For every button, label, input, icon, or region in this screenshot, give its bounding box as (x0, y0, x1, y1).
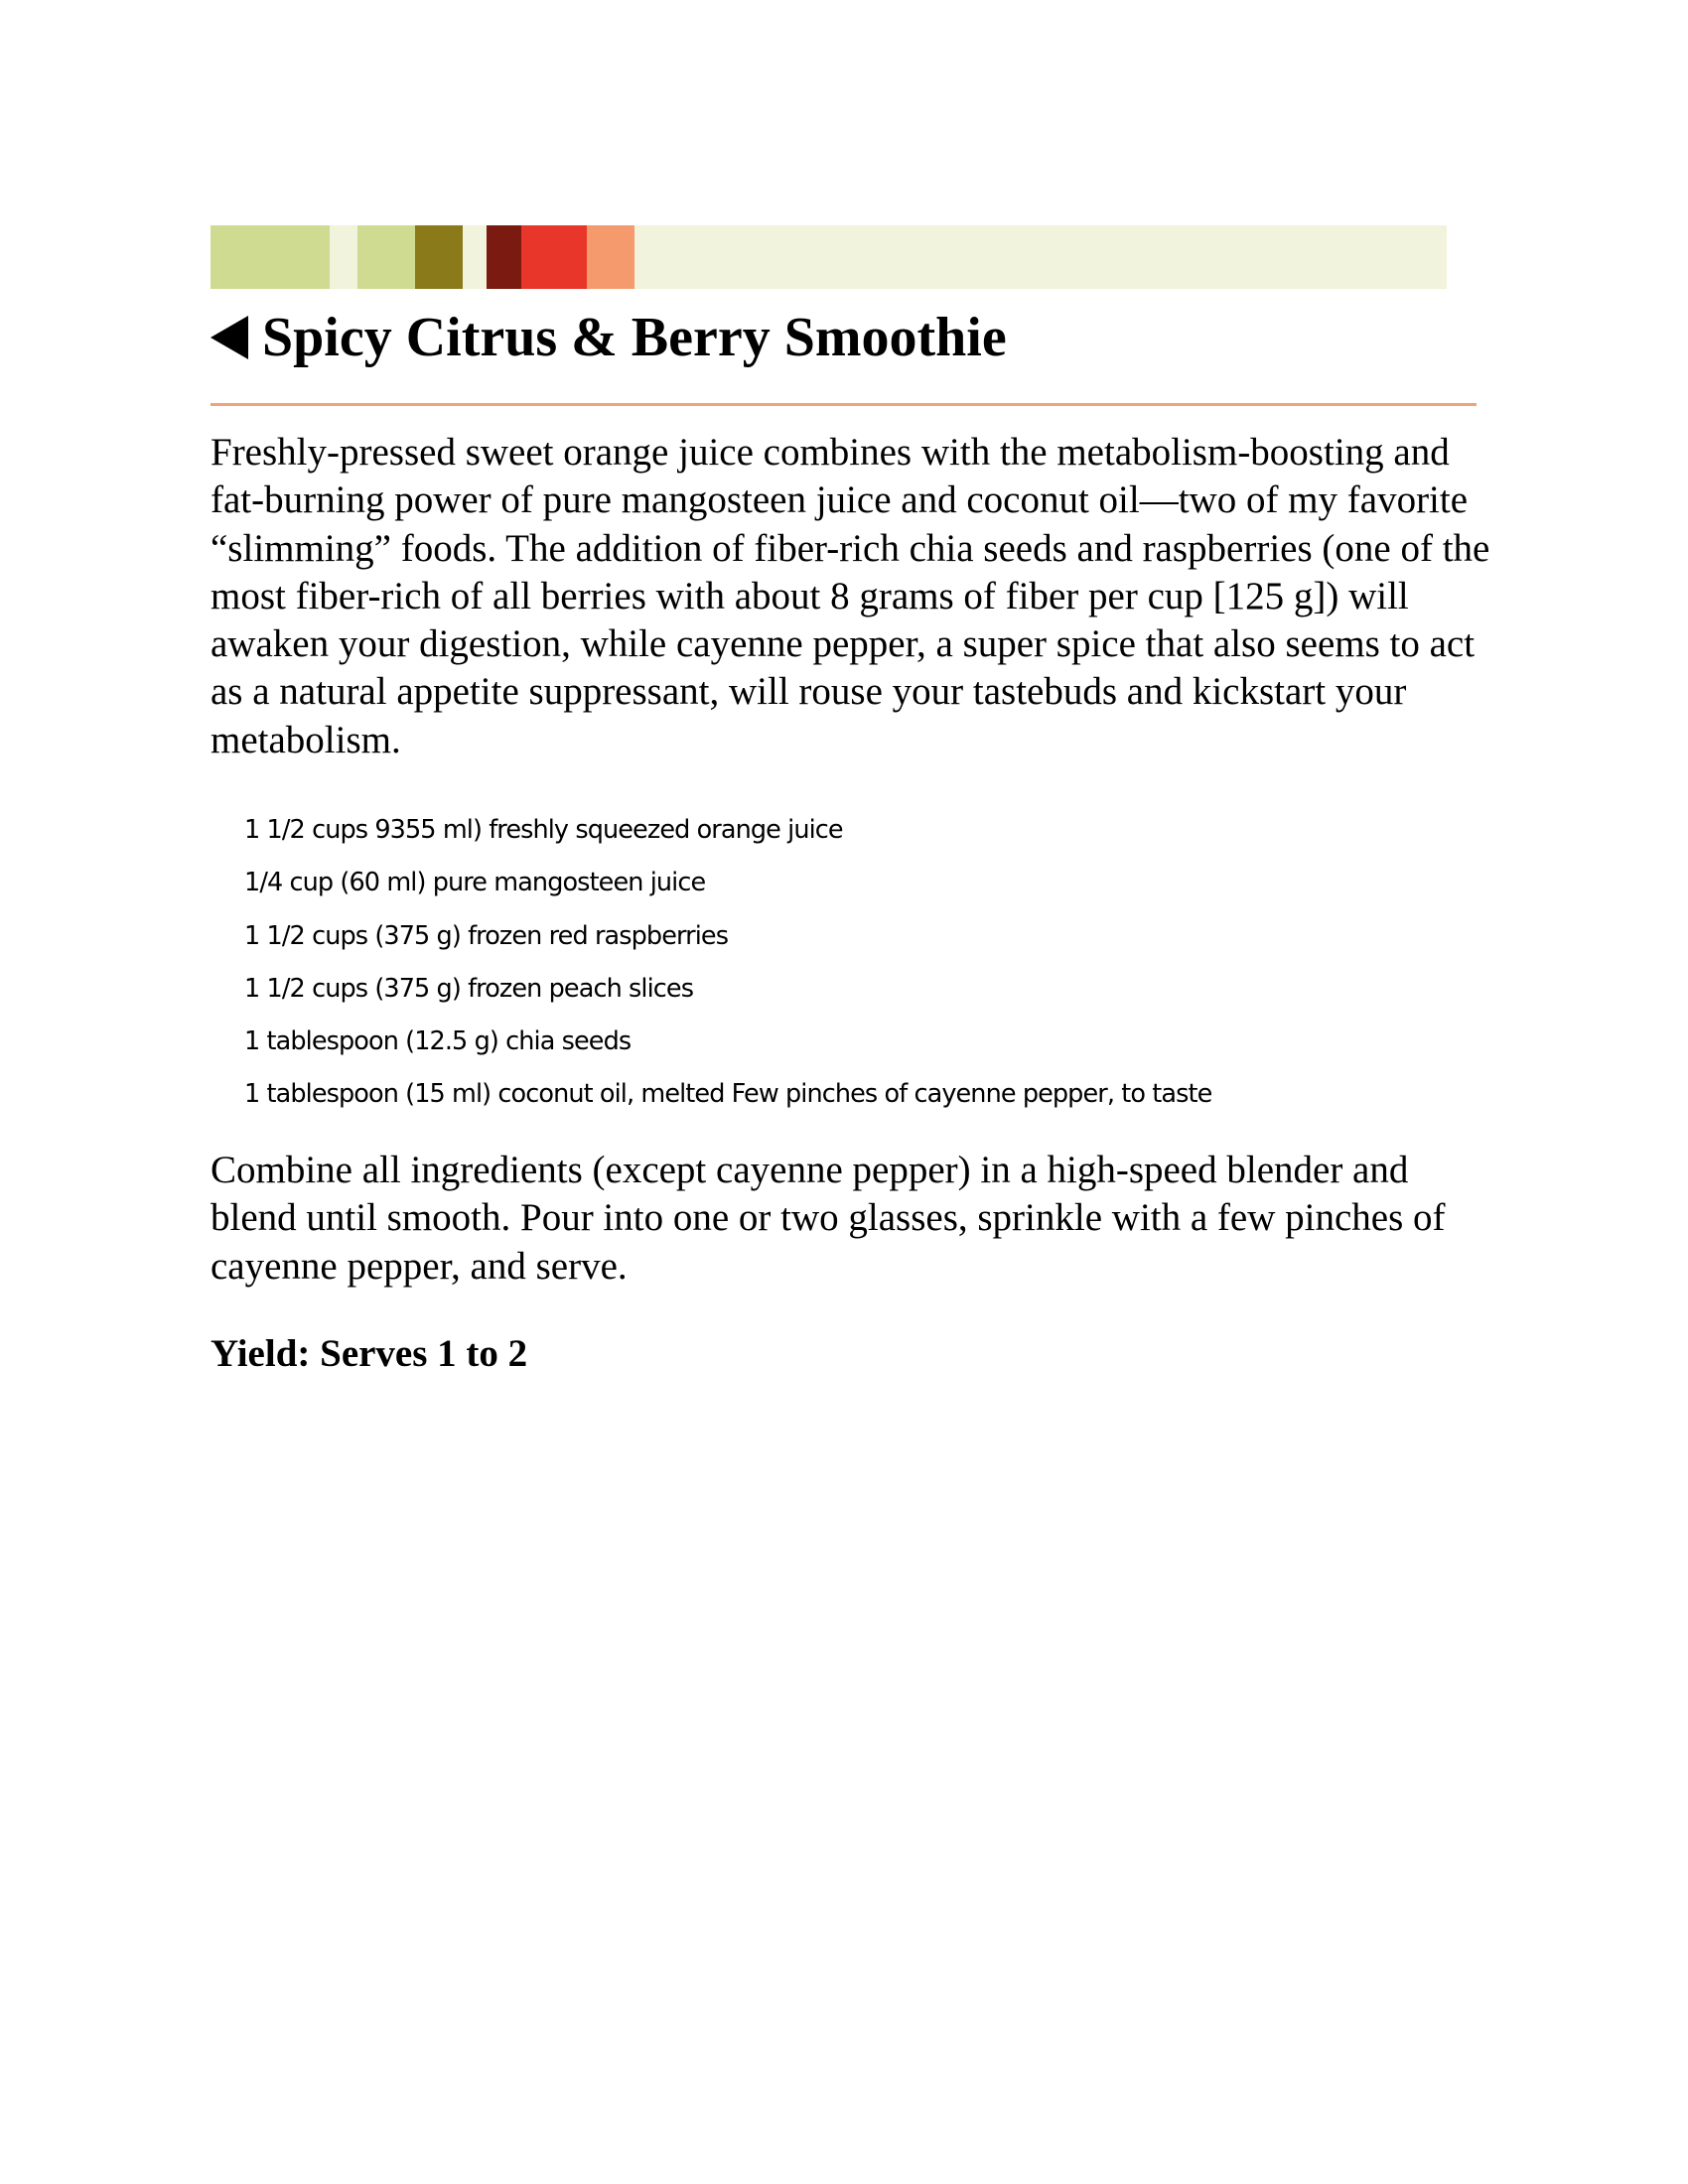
recipe-yield: Yield: Serves 1 to 2 (211, 1332, 528, 1375)
ingredient-item: 1 1/2 cups 9355 ml) freshly squeezed orange juice (244, 815, 843, 845)
color-swatch-peach (587, 225, 634, 289)
recipe-title: Spicy Citrus & Berry Smoothie (262, 307, 1007, 368)
color-swatch-light-green-2 (357, 225, 415, 289)
ingredient-item: 1 1/2 cups (375 g) frozen red raspberries (244, 920, 729, 951)
title-row (211, 303, 1472, 372)
recipe-directions: Combine all ingredients (except cayenne pepper) in a high-speed blender and blend until smooth. Pour into one or two glasses, sprinkle with a few pinches of cayenne pepper, and serve. (211, 1149, 1446, 1288)
ingredient-item: 1 1/2 cups (375 g) frozen peach slices (244, 973, 694, 1004)
title-divider (211, 403, 1477, 406)
color-swatch-olive (415, 225, 463, 289)
color-swatch-red (521, 225, 587, 289)
triangle-left-icon[interactable] (211, 316, 248, 359)
decorative-color-bar (211, 225, 1447, 289)
color-swatch-dark-red (487, 225, 521, 289)
ingredient-item: 1 tablespoon (15 ml) coconut oil, melted Few pinches of cayenne pepper, to taste (244, 1079, 1212, 1110)
color-swatch-light-green-1 (211, 225, 330, 289)
recipe-intro: Freshly-pressed sweet orange juice combines with the metabolism-boosting and fat-burning power of pure mangosteen juice and coconut oil—two of my favorite “slimming” foods. The addition of fiber-rich chia seeds and raspberries (one of the most fiber-rich of all berries with about 8 grams of fiber per cup [125 g]) will awaken your digestion, while cayenne pepper, a super spice that also seems to act as a natural appetite suppressant, will rouse your tastebuds and kickstart your metabolism. (211, 431, 1490, 761)
ingredient-item: 1 tablespoon (12.5 g) chia seeds (244, 1026, 632, 1057)
ingredient-list (244, 804, 1495, 1122)
ingredient-item: 1/4 cup (60 ml) pure mangosteen juice (244, 868, 706, 898)
